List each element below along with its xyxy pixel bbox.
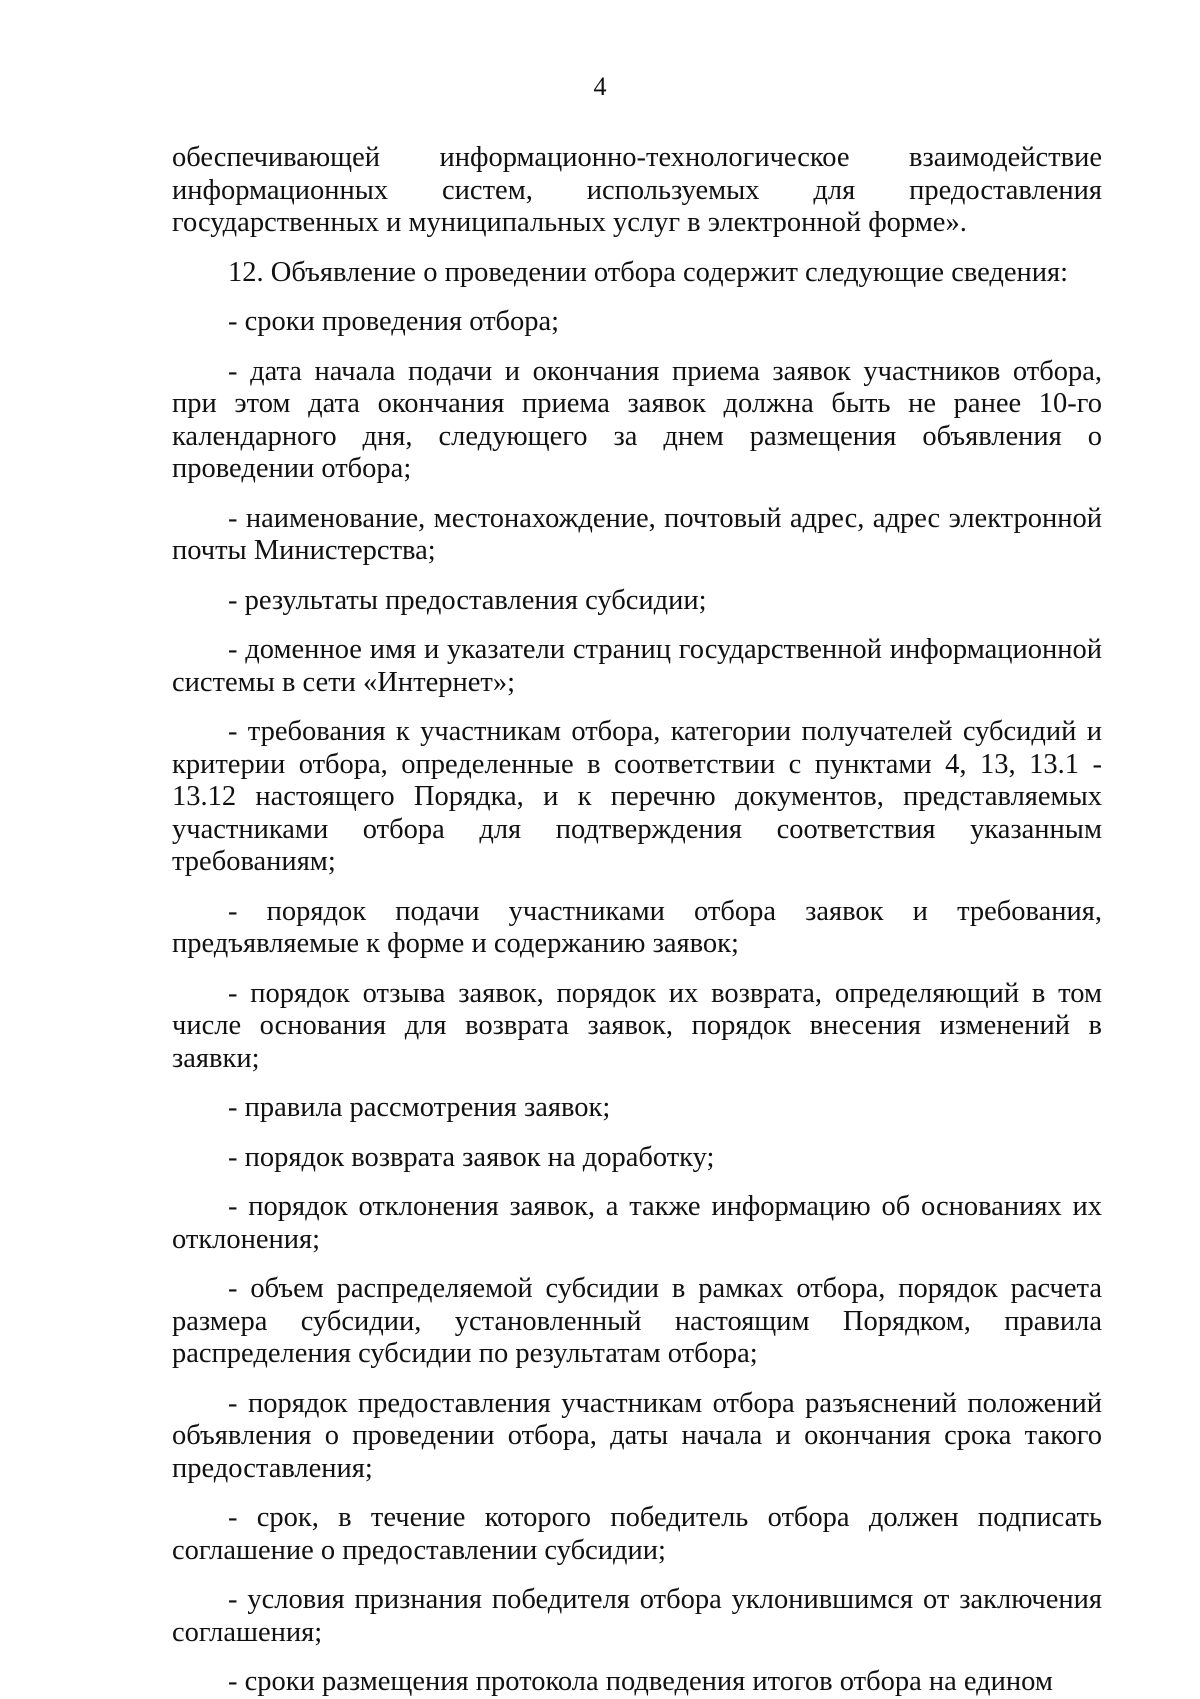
list-item: - дата начала подачи и окончания приема заявок участников отбора, при этом дата окончания приема заявок должна быть не ранее 10-го календарного дня, следующего за днем размещения объявления о проведении отбора;	[172, 355, 1102, 484]
list-item: - наименование, местонахождение, почтовый адрес, адрес электронной почты Министерства;	[172, 502, 1102, 566]
list-item: - результаты предоставления субсидии;	[228, 584, 707, 616]
document-body	[172, 142, 1102, 1699]
list-item: - объем распределяемой субсидии в рамках отбора, порядок расчета размера субсидии, установленный настоящим Порядком, правила распределения субсидии по результатам отбора;	[172, 1273, 1102, 1369]
list-item: - правила рассмотрения заявок;	[228, 1092, 611, 1123]
list-item: - порядок предоставления участникам отбора разъяснений положений объявления о проведении отбора, даты начала и окончания срока такого предоставления;	[172, 1387, 1102, 1484]
list-item: - доменное имя и указатели страниц государственной информационной системы в сети «Интернет»;	[172, 634, 1102, 698]
list-item: - сроки размещения протокола подведения итогов отбора на едином	[228, 1666, 1053, 1697]
list-item: - условия признания победителя отбора уклонившимся от заключения соглашения;	[172, 1584, 1102, 1648]
list-item: - требования к участникам отбора, категории получателей субсидий и критерии отбора, определенные в соответствии с пунктами 4, 13, 13.1 - 13.12 настоящего Порядка, и к перечню документов, представляемых участниками отбора для подтверждения соответствия указанным требованиям;	[172, 716, 1102, 877]
list-item: - порядок отзыва заявок, порядок их возврата, определяющий в том числе основания для возврата заявок, порядок внесения изменений в заявки;	[172, 977, 1102, 1074]
list-item: - сроки проведения отбора;	[228, 306, 560, 337]
list-item: - срок, в течение которого победитель отбора должен подписать соглашение о предоставлении субсидии;	[172, 1502, 1102, 1566]
list-item: - порядок подачи участниками отбора заявок и требования, предъявляемые к форме и содержанию заявок;	[172, 895, 1102, 959]
paragraph-continuation: обеспечивающей информационно-технологическое взаимодействие информационных систем, используемых для предоставления государственных и муниципальных услуг в электронной форме».	[172, 142, 1102, 238]
list-item: - порядок отклонения заявок, а также информацию об основаниях их отклонения;	[172, 1191, 1102, 1255]
paragraph-item-12-heading: 12. Объявление о проведении отбора содержит следующие сведения:	[228, 256, 1069, 288]
list-item: - порядок возврата заявок на доработку;	[228, 1141, 715, 1173]
page-number: 4	[593, 72, 607, 101]
